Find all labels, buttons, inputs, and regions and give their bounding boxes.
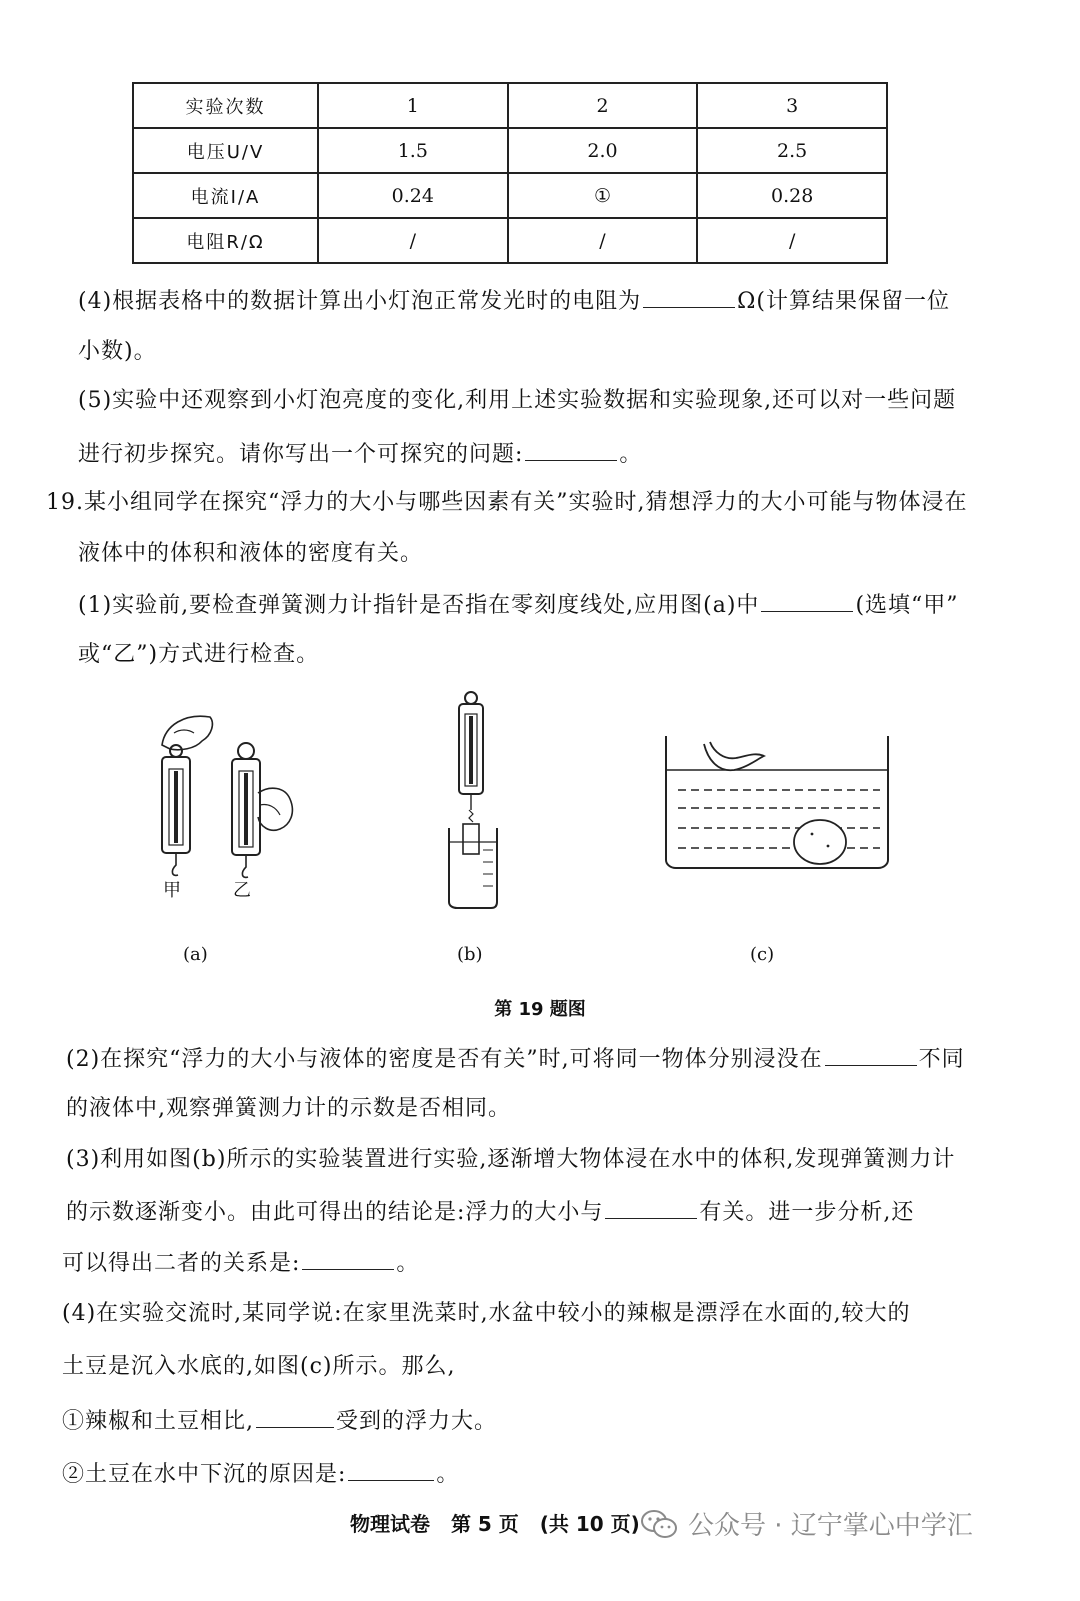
answer-blank[interactable] [302, 1247, 394, 1270]
table-header-cell: 3 [697, 83, 887, 128]
table-row [133, 218, 887, 263]
figure-b-scale-beaker [435, 690, 515, 915]
q18-part5-text: 进行初步探究。请你写出一个可探究的问题: [78, 442, 524, 467]
footer-subject: 物理试卷 [350, 1512, 430, 1536]
table-cell: 2.0 [508, 128, 698, 173]
answer-blank[interactable] [605, 1196, 697, 1219]
table-cell: 电压U/V [133, 128, 318, 173]
answer-blank[interactable] [256, 1405, 334, 1428]
table-header-cell: 2 [508, 83, 698, 128]
table-cell: / [697, 218, 887, 263]
figure-b-caption: (b) [457, 944, 483, 965]
table-cell: 1.5 [318, 128, 508, 173]
q19-intro-line1: 19.某小组同学在探究“浮力的大小与哪些因素有关”实验时,猜想浮力的大小可能与物体浸在 [46, 490, 968, 515]
q18-part4-text: Ω(计算结果保留一位 [737, 289, 950, 314]
table-cell: 0.28 [697, 173, 887, 218]
table-cell: ① [508, 173, 698, 218]
q19-part4-text: ①辣椒和土豆相比, [62, 1409, 254, 1434]
answer-blank[interactable] [825, 1043, 917, 1066]
figure-a-spring-scales [140, 705, 310, 905]
q19-part2-text: 不同 [918, 1047, 965, 1072]
q19-part2-line1 [66, 1043, 965, 1075]
watermark-text: 公众号 · 辽宁掌心中学汇 [688, 1511, 973, 1541]
q19-part1-text: (选填“甲” [855, 593, 959, 618]
table-cell: 2.5 [697, 128, 887, 173]
answer-blank[interactable] [761, 589, 853, 612]
figure-a-label-jia: 甲 [163, 880, 181, 901]
q19-part3-text: 有关。进一步分析,还 [699, 1200, 915, 1225]
figure-c-caption: (c) [750, 944, 775, 965]
q19-part4-line4 [62, 1458, 459, 1490]
data-table [132, 82, 888, 264]
footer-page: 第 5 页 [450, 1512, 519, 1536]
q19-part3-line2 [66, 1196, 914, 1228]
q19-part4-text: ②土豆在水中下沉的原因是: [62, 1462, 347, 1487]
table-cell: 电流I/A [133, 173, 318, 218]
figure-a-caption: (a) [183, 944, 208, 965]
q19-part1-line1 [78, 589, 959, 621]
table-cell: / [508, 218, 698, 263]
q19-part3-text: 。 [396, 1251, 420, 1276]
table-cell: 电阻R/Ω [133, 218, 318, 263]
footer-total: (共 10 页) [539, 1512, 640, 1536]
q18-part5-text: 。 [619, 442, 643, 467]
table-header-cell: 实验次数 [133, 83, 318, 128]
wechat-icon [640, 1509, 678, 1539]
figure-c-basin [660, 730, 895, 875]
page-footer [350, 1508, 654, 1537]
q19-part4-line3 [62, 1405, 497, 1437]
q18-part5-line2 [78, 438, 642, 470]
q19-part1-line2: 或“乙”)方式进行检查。 [78, 642, 320, 667]
q19-part4-text: 受到的浮力大。 [336, 1409, 498, 1434]
answer-blank[interactable] [643, 285, 735, 308]
q19-part3-text: 可以得出二者的关系是: [62, 1251, 301, 1276]
table-cell: / [318, 218, 508, 263]
q19-intro-line2: 液体中的体积和液体的密度有关。 [78, 541, 424, 566]
q19-part2-line2: 的液体中,观察弹簧测力计的示数是否相同。 [66, 1096, 511, 1121]
watermark [640, 1505, 973, 1542]
table-header-cell: 1 [318, 83, 508, 128]
q19-part2-text: (2)在探究“浮力的大小与液体的密度是否有关”时,可将同一物体分别浸没在 [66, 1047, 823, 1072]
q18-part4-line2: 小数)。 [78, 339, 157, 364]
q18-part4-text: (4)根据表格中的数据计算出小灯泡正常发光时的电阻为 [78, 289, 642, 314]
q19-part3-text: 的示数逐渐变小。由此可得出的结论是:浮力的大小与 [66, 1200, 604, 1225]
answer-blank[interactable] [348, 1458, 434, 1481]
figure-title: 第 19 题图 [494, 999, 586, 1020]
q18-part5-line1: (5)实验中还观察到小灯泡亮度的变化,利用上述实验数据和实验现象,还可以对一些问题 [78, 388, 957, 413]
q19-part4-line1: (4)在实验交流时,某同学说:在家里洗菜时,水盆中较小的辣椒是漂浮在水面的,较大的 [62, 1301, 911, 1326]
q19-part1-text: (1)实验前,要检查弹簧测力计指针是否指在零刻度线处,应用图(a)中 [78, 593, 760, 618]
q19-part4-text: 。 [436, 1462, 460, 1487]
q19-part3-line1: (3)利用如图(b)所示的实验装置进行实验,逐渐增大物体浸在水中的体积,发现弹簧测力计 [66, 1147, 956, 1172]
table-row [133, 173, 887, 218]
q19-part3-line3 [62, 1247, 419, 1279]
q19-part4-line2: 土豆是沉入水底的,如图(c)所示。那么, [62, 1354, 456, 1379]
figure-a-label-yi: 乙 [233, 880, 251, 901]
table-row [133, 128, 887, 173]
table-cell: 0.24 [318, 173, 508, 218]
answer-blank[interactable] [525, 438, 617, 461]
q18-part4-line1 [78, 285, 950, 317]
table-header-row [133, 83, 887, 128]
